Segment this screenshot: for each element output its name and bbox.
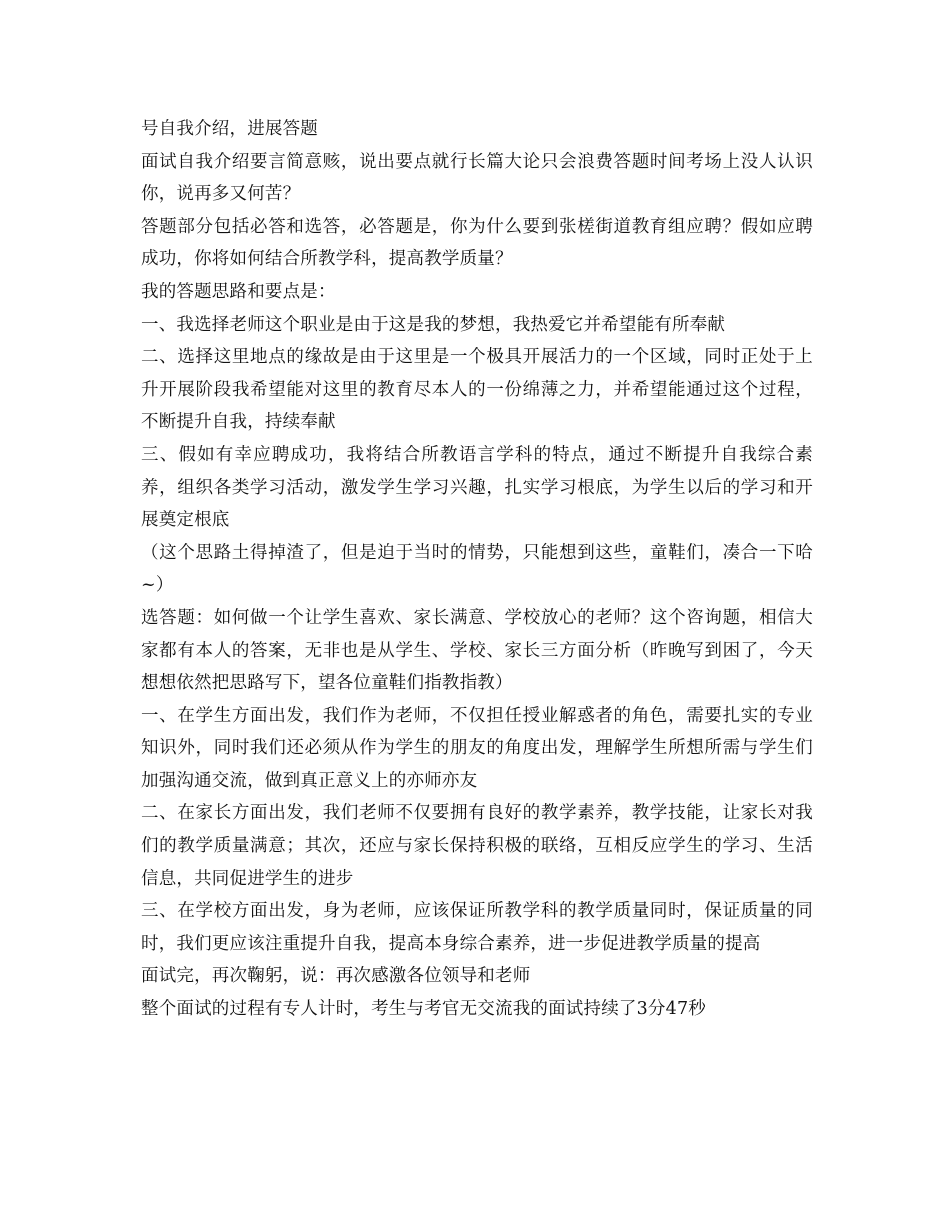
document-body: [141, 113, 813, 1026]
paragraph-timing-note: 整个面试的过程有专人计时，考生与考官无交流我的面试持续了3分47秒: [141, 999, 706, 1020]
paragraph-point-two: 二、选择这里地点的缘故是由于这里是一个极具开展活力的一个区域，同时正处于上升开展阶段我希望能对这里的教育尽本人的一份绵薄之力，并希望能通过这个过程，不断提升自我，持续奉献: [141, 347, 813, 433]
paragraph-answer-outline-label: 我的答题思路和要点是：: [141, 281, 336, 302]
paragraph-parents-aspect: 二、在家长方面出发，我们老师不仅要拥有良好的教学素养，教学技能，让家长对我们的教学质量满意；其次，还应与家长保持积极的联络，互相反应学生的学习、生活信息，共同促进学生的进步: [141, 803, 813, 889]
paragraph-point-three: 三、假如有幸应聘成功，我将结合所教语言学科的特点，通过不断提升自我综合素养，组织各类学习活动，激发学生学习兴趣，扎实学习根底，为学生以后的学习和开展奠定根底: [141, 444, 813, 531]
paragraph-aside-note: （这个思路土得掉渣了，但是迫于当时的情势，只能想到这些，童鞋们，凑合一下哈~）: [141, 542, 813, 596]
paragraph-closing-thanks: 面试完，再次鞠躬，说：再次感激各位领导和老师: [141, 966, 531, 987]
paragraph-point-one: 一、我选择老师这个职业是由于这是我的梦想，我热爱它并希望能有所奉献: [141, 314, 726, 335]
paragraph-intro-heading: 号自我介绍，进展答题: [141, 119, 318, 139]
paragraph-optional-question: 选答题：如何做一个让学生喜欢、家长满意、学校放心的老师？这个咨询题，相信大家都有本人的答案，无非也是从学生、学校、家长三方面分析（昨晚写到困了，今天想想依然把思路写下，望各位童鞋们指教指教）: [141, 607, 813, 694]
paragraph-school-aspect: 三、在学校方面出发，身为老师，应该保证所教学科的教学质量同时，保证质量的同时，我们更应该注重提升自我，提高本身综合素养，进一步促进教学质量的提高: [141, 901, 813, 954]
paragraph-self-introduction: 面试自我介绍要言简意赅，说出要点就行长篇大论只会浪费答题时间考场上没人认识你，说再多又何苦？: [141, 151, 813, 205]
paragraph-required-question: 答题部分包括必答和选答，必答题是，你为什么要到张槎街道教育组应聘？假如应聘成功，你将如何结合所教学科，提高教学质量？: [141, 216, 813, 270]
paragraph-students-aspect: 一、在学生方面出发，我们作为老师，不仅担任授业解惑者的角色，需要扎实的专业知识外，同时我们还必须从作为学生的朋友的角度出发，理解学生所想所需与学生们加强沟通交流，做到真正意义上的亦师亦友: [141, 705, 813, 791]
